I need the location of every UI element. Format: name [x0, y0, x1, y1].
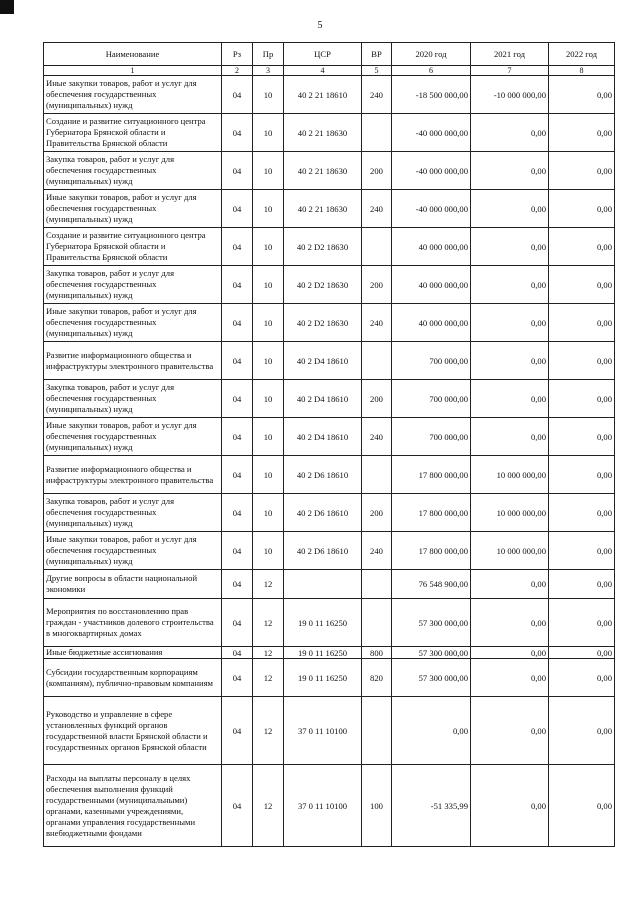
- cell-name: Руководство и управление в сфере установленных функций органов государственной власти Брянской области и государственных органов Брянской области: [44, 697, 222, 765]
- cell-pr: 10: [253, 114, 284, 152]
- cell-2020: 0,00: [392, 697, 471, 765]
- cell-rz: 04: [222, 152, 253, 190]
- cell-vr: 200: [362, 494, 392, 532]
- cell-vr: 240: [362, 532, 392, 570]
- cell-2021: 0,00: [471, 342, 549, 380]
- cell-pr: 12: [253, 697, 284, 765]
- cell-name: Другие вопросы в области национальной экономики: [44, 570, 222, 599]
- cell-vr: 800: [362, 647, 392, 659]
- cell-2020: 40 000 000,00: [392, 228, 471, 266]
- header-2021: 2021 год: [471, 43, 549, 66]
- cell-2022: 0,00: [549, 659, 615, 697]
- cell-pr: 12: [253, 599, 284, 647]
- cell-2022: 0,00: [549, 765, 615, 847]
- cell-vr: 200: [362, 266, 392, 304]
- cell-2020: 17 800 000,00: [392, 532, 471, 570]
- cell-pr: 12: [253, 765, 284, 847]
- cell-name: Иные закупки товаров, работ и услуг для обеспечения государственных (муниципальных) нужд: [44, 76, 222, 114]
- cell-pr: 10: [253, 418, 284, 456]
- cell-name: Иные закупки товаров, работ и услуг для обеспечения государственных (муниципальных) нужд: [44, 532, 222, 570]
- cell-2022: 0,00: [549, 76, 615, 114]
- table-row: [44, 532, 615, 570]
- cell-csr: 37 0 11 10100: [284, 697, 362, 765]
- cell-rz: 04: [222, 599, 253, 647]
- cell-csr: 19 0 11 16250: [284, 599, 362, 647]
- cell-pr: 10: [253, 266, 284, 304]
- cell-csr: 40 2 D4 18610: [284, 380, 362, 418]
- cell-rz: 04: [222, 659, 253, 697]
- cell-2020: 17 800 000,00: [392, 456, 471, 494]
- cell-vr: 820: [362, 659, 392, 697]
- cell-name: Закупка товаров, работ и услуг для обеспечения государственных (муниципальных) нужд: [44, 152, 222, 190]
- cell-2020: 57 300 000,00: [392, 599, 471, 647]
- cell-csr: 40 2 D6 18610: [284, 532, 362, 570]
- cell-rz: 04: [222, 765, 253, 847]
- cell-csr: 40 2 D2 18630: [284, 304, 362, 342]
- cell-csr: 40 2 21 18630: [284, 114, 362, 152]
- cell-2020: 40 000 000,00: [392, 304, 471, 342]
- cell-vr: [362, 228, 392, 266]
- budget-table: [43, 42, 615, 847]
- cell-2021: 10 000 000,00: [471, 494, 549, 532]
- cell-vr: 100: [362, 765, 392, 847]
- cell-2021: 0,00: [471, 647, 549, 659]
- cell-2022: 0,00: [549, 266, 615, 304]
- cell-2021: 0,00: [471, 599, 549, 647]
- cell-2022: 0,00: [549, 647, 615, 659]
- table-row: [44, 765, 615, 847]
- header-vr: ВР: [362, 43, 392, 66]
- cell-name: Создание и развитие ситуационного центра Губернатора Брянской области и Правительства Брянской области: [44, 114, 222, 152]
- cell-pr: 10: [253, 380, 284, 418]
- cell-2021: 0,00: [471, 418, 549, 456]
- table-row: [44, 659, 615, 697]
- cell-vr: 240: [362, 190, 392, 228]
- cell-pr: 10: [253, 190, 284, 228]
- cell-name: Иные бюджетные ассигнования: [44, 647, 222, 659]
- cell-rz: 04: [222, 697, 253, 765]
- cell-2022: 0,00: [549, 190, 615, 228]
- cell-rz: 04: [222, 228, 253, 266]
- cell-pr: 10: [253, 494, 284, 532]
- cell-2022: 0,00: [549, 228, 615, 266]
- cell-2022: 0,00: [549, 570, 615, 599]
- cell-2021: 10 000 000,00: [471, 456, 549, 494]
- cell-vr: 200: [362, 380, 392, 418]
- cell-2022: 0,00: [549, 456, 615, 494]
- cell-vr: [362, 599, 392, 647]
- table-row: [44, 494, 615, 532]
- table-row: [44, 76, 615, 114]
- cell-2021: 0,00: [471, 228, 549, 266]
- cell-rz: 04: [222, 380, 253, 418]
- column-number: 4: [284, 66, 362, 76]
- cell-csr: 40 2 D6 18610: [284, 494, 362, 532]
- table-row: [44, 114, 615, 152]
- cell-pr: 10: [253, 304, 284, 342]
- cell-csr: 40 2 D4 18610: [284, 342, 362, 380]
- cell-csr: 19 0 11 16250: [284, 659, 362, 697]
- cell-rz: 04: [222, 114, 253, 152]
- cell-rz: 04: [222, 456, 253, 494]
- cell-2022: 0,00: [549, 342, 615, 380]
- cell-2021: 0,00: [471, 114, 549, 152]
- cell-2021: 0,00: [471, 266, 549, 304]
- table-row: [44, 304, 615, 342]
- cell-2022: 0,00: [549, 697, 615, 765]
- cell-pr: 12: [253, 659, 284, 697]
- header-row: [44, 43, 615, 66]
- cell-2022: 0,00: [549, 418, 615, 456]
- table-row: [44, 697, 615, 765]
- cell-2022: 0,00: [549, 494, 615, 532]
- cell-vr: [362, 114, 392, 152]
- cell-2020: 700 000,00: [392, 342, 471, 380]
- cell-2020: 76 548 900,00: [392, 570, 471, 599]
- header-pr: Пр: [253, 43, 284, 66]
- header-csr: ЦСР: [284, 43, 362, 66]
- cell-2021: 0,00: [471, 765, 549, 847]
- cell-2022: 0,00: [549, 380, 615, 418]
- cell-2022: 0,00: [549, 114, 615, 152]
- cell-2020: 57 300 000,00: [392, 659, 471, 697]
- table-row: [44, 228, 615, 266]
- table-row: [44, 266, 615, 304]
- cell-rz: 04: [222, 304, 253, 342]
- cell-csr: 40 2 21 18630: [284, 190, 362, 228]
- cell-vr: 240: [362, 304, 392, 342]
- cell-csr: 40 2 D2 18630: [284, 228, 362, 266]
- cell-2021: 10 000 000,00: [471, 532, 549, 570]
- cell-vr: [362, 342, 392, 380]
- cell-2022: 0,00: [549, 152, 615, 190]
- cell-rz: 04: [222, 342, 253, 380]
- cell-csr: 40 2 D6 18610: [284, 456, 362, 494]
- cell-2020: -18 500 000,00: [392, 76, 471, 114]
- cell-2021: 0,00: [471, 659, 549, 697]
- column-number-row: [44, 66, 615, 76]
- table-row: [44, 380, 615, 418]
- cell-pr: 12: [253, 570, 284, 599]
- cell-pr: 10: [253, 342, 284, 380]
- cell-rz: 04: [222, 418, 253, 456]
- cell-2022: 0,00: [549, 599, 615, 647]
- cell-name: Закупка товаров, работ и услуг для обеспечения государственных (муниципальных) нужд: [44, 494, 222, 532]
- table-row: [44, 190, 615, 228]
- scan-corner-mark: [0, 0, 14, 14]
- header-rz: Рз: [222, 43, 253, 66]
- cell-2020: -40 000 000,00: [392, 152, 471, 190]
- cell-vr: [362, 456, 392, 494]
- cell-2020: 17 800 000,00: [392, 494, 471, 532]
- cell-name: Закупка товаров, работ и услуг для обеспечения государственных (муниципальных) нужд: [44, 380, 222, 418]
- cell-2020: 700 000,00: [392, 418, 471, 456]
- cell-vr: 200: [362, 152, 392, 190]
- cell-2021: 0,00: [471, 697, 549, 765]
- cell-name: Мероприятия по восстановлению прав граждан - участников долевого строительства в многоквартирных домах: [44, 599, 222, 647]
- cell-rz: 04: [222, 76, 253, 114]
- cell-csr: 40 2 21 18630: [284, 152, 362, 190]
- column-number: 1: [44, 66, 222, 76]
- cell-rz: 04: [222, 647, 253, 659]
- cell-2021: 0,00: [471, 304, 549, 342]
- cell-csr: 19 0 11 16250: [284, 647, 362, 659]
- cell-name: Закупка товаров, работ и услуг для обеспечения государственных (муниципальных) нужд: [44, 266, 222, 304]
- cell-2020: -40 000 000,00: [392, 190, 471, 228]
- cell-name: Субсидии государственным корпорациям (компаниям), публично-правовым компаниям: [44, 659, 222, 697]
- cell-rz: 04: [222, 532, 253, 570]
- cell-name: Развитие информационного общества и инфраструктуры электронного правительства: [44, 456, 222, 494]
- header-2022: 2022 год: [549, 43, 615, 66]
- cell-2021: 0,00: [471, 190, 549, 228]
- cell-pr: 10: [253, 532, 284, 570]
- cell-2021: 0,00: [471, 380, 549, 418]
- cell-2021: 0,00: [471, 570, 549, 599]
- column-number: 3: [253, 66, 284, 76]
- cell-name: Иные закупки товаров, работ и услуг для обеспечения государственных (муниципальных) нужд: [44, 190, 222, 228]
- column-number: 5: [362, 66, 392, 76]
- column-number: 6: [392, 66, 471, 76]
- cell-2020: 40 000 000,00: [392, 266, 471, 304]
- cell-pr: 10: [253, 152, 284, 190]
- cell-pr: 12: [253, 647, 284, 659]
- cell-vr: 240: [362, 76, 392, 114]
- cell-pr: 10: [253, 228, 284, 266]
- table-row: [44, 342, 615, 380]
- cell-csr: 40 2 21 18610: [284, 76, 362, 114]
- cell-rz: 04: [222, 494, 253, 532]
- cell-name: Расходы на выплаты персоналу в целях обеспечения выполнения функций государственными (муниципальными) органами, казенными учреждениями, органами управления государственными внебюджетными фондами: [44, 765, 222, 847]
- cell-csr: 40 2 D4 18610: [284, 418, 362, 456]
- header-2020: 2020 год: [392, 43, 471, 66]
- cell-2020: -40 000 000,00: [392, 114, 471, 152]
- cell-name: Развитие информационного общества и инфраструктуры электронного правительства: [44, 342, 222, 380]
- cell-rz: 04: [222, 570, 253, 599]
- cell-2021: -10 000 000,00: [471, 76, 549, 114]
- table-row: [44, 647, 615, 659]
- table-row: [44, 599, 615, 647]
- cell-pr: 10: [253, 76, 284, 114]
- cell-2020: -51 335,99: [392, 765, 471, 847]
- cell-vr: 240: [362, 418, 392, 456]
- cell-csr: 37 0 11 10100: [284, 765, 362, 847]
- cell-2020: 57 300 000,00: [392, 647, 471, 659]
- cell-vr: [362, 697, 392, 765]
- cell-2020: 700 000,00: [392, 380, 471, 418]
- table-row: [44, 570, 615, 599]
- cell-name: Иные закупки товаров, работ и услуг для обеспечения государственных (муниципальных) нужд: [44, 418, 222, 456]
- cell-2021: 0,00: [471, 152, 549, 190]
- cell-2022: 0,00: [549, 532, 615, 570]
- cell-name: Создание и развитие ситуационного центра Губернатора Брянской области и Правительства Брянской области: [44, 228, 222, 266]
- cell-pr: 10: [253, 456, 284, 494]
- page-number: 5: [317, 20, 323, 31]
- table-body: [44, 76, 615, 847]
- table-row: [44, 418, 615, 456]
- cell-name: Иные закупки товаров, работ и услуг для обеспечения государственных (муниципальных) нужд: [44, 304, 222, 342]
- cell-rz: 04: [222, 190, 253, 228]
- column-number: 8: [549, 66, 615, 76]
- cell-csr: 40 2 D2 18630: [284, 266, 362, 304]
- cell-csr: [284, 570, 362, 599]
- cell-vr: [362, 570, 392, 599]
- column-number: 7: [471, 66, 549, 76]
- header-name: Наименование: [44, 43, 222, 66]
- column-number: 2: [222, 66, 253, 76]
- cell-2022: 0,00: [549, 304, 615, 342]
- cell-rz: 04: [222, 266, 253, 304]
- table-row: [44, 456, 615, 494]
- table-row: [44, 152, 615, 190]
